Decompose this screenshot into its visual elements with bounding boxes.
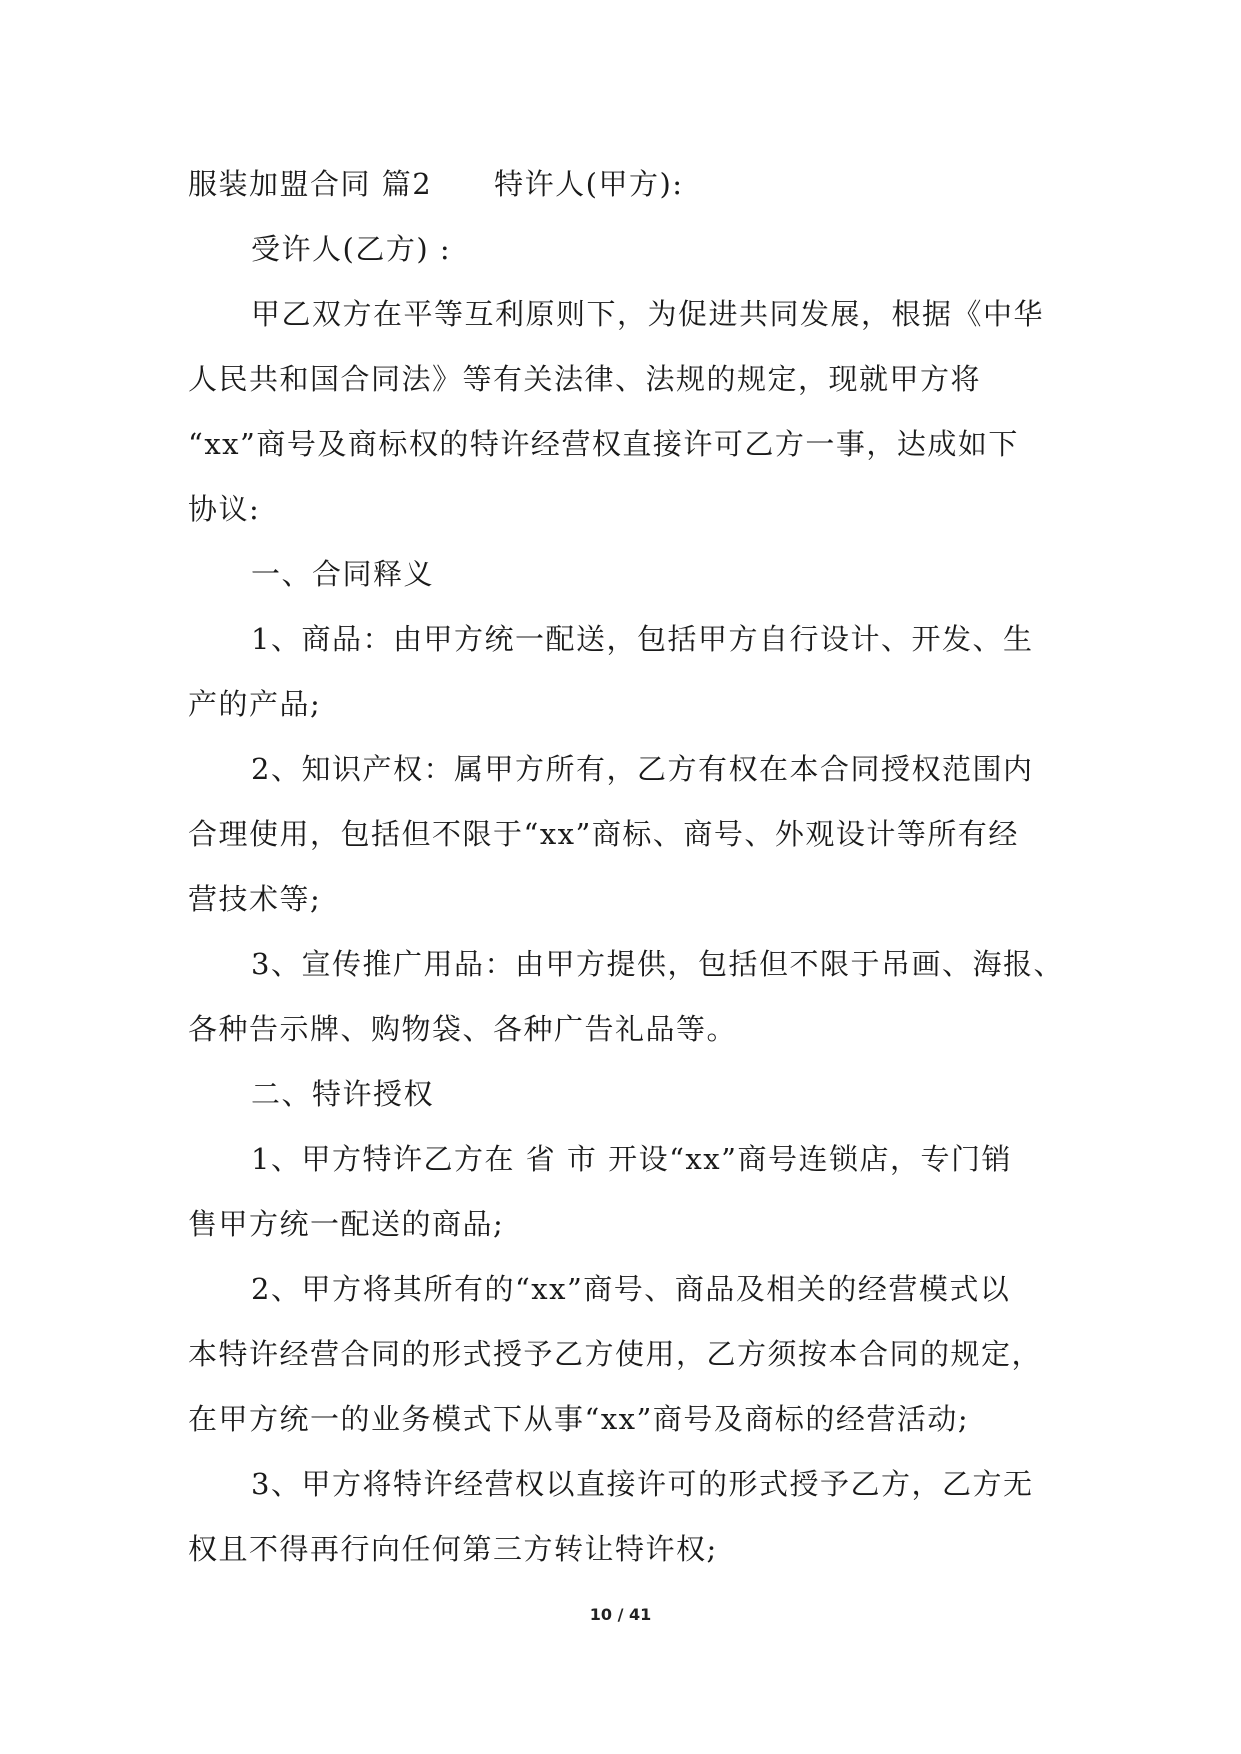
paragraph-line: 2、甲方将其所有的“xx”商号、商品及相关的经营模式以 <box>251 1272 1011 1306</box>
franchisor-label: 特许人(甲方): <box>494 167 684 201</box>
paragraph-line: 3、宣传推广用品：由甲方提供，包括但不限于吊画、海报、 <box>251 947 1064 981</box>
page-number: 10 / 41 <box>589 1605 652 1624</box>
section-heading: 二、特许授权 <box>251 1077 435 1111</box>
document-title: 服装加盟合同 篇2 <box>188 167 433 201</box>
paragraph-line: 营技术等; <box>188 882 322 916</box>
paragraph-line: “xx”商号及商标权的特许经营权直接许可乙方一事，达成如下 <box>188 427 1019 461</box>
paragraph-line: 协议: <box>188 492 261 526</box>
paragraph-line: 1、商品：由甲方统一配送，包括甲方自行设计、开发、生 <box>251 622 1034 656</box>
paragraph-line: 人民共和国合同法》等有关法律、法规的规定，现就甲方将 <box>188 362 982 396</box>
paragraph-line: 甲乙双方在平等互利原则下，为促进共同发展，根据《中华 <box>251 297 1045 331</box>
title-line <box>188 162 1068 227</box>
paragraph-line: 产的产品; <box>188 687 322 721</box>
paragraph-line: 在甲方统一的业务模式下从事“xx”商号及商标的经营活动; <box>188 1402 970 1436</box>
paragraph-line: 1、甲方特许乙方在 省 市 开设“xx”商号连锁店，专门销 <box>251 1142 1012 1176</box>
paragraph-line: 各种告示牌、购物袋、各种广告礼品等。 <box>188 1012 738 1046</box>
section-heading: 一、合同释义 <box>251 557 435 591</box>
paragraph-line: 合理使用，包括但不限于“xx”商标、商号、外观设计等所有经 <box>188 817 1019 851</box>
franchisee-label: 受许人(乙方) : <box>251 232 452 266</box>
paragraph-line: 2、知识产权：属甲方所有，乙方有权在本合同授权范围内 <box>251 752 1034 786</box>
document-body <box>188 162 1068 1592</box>
paragraph-line: 本特许经营合同的形式授予乙方使用，乙方须按本合同的规定， <box>188 1337 1043 1371</box>
paragraph-line: 权且不得再行向任何第三方转让特许权; <box>188 1532 718 1566</box>
paragraph-line: 售甲方统一配送的商品; <box>188 1207 505 1241</box>
paragraph-line: 3、甲方将特许经营权以直接许可的形式授予乙方，乙方无 <box>251 1467 1034 1501</box>
